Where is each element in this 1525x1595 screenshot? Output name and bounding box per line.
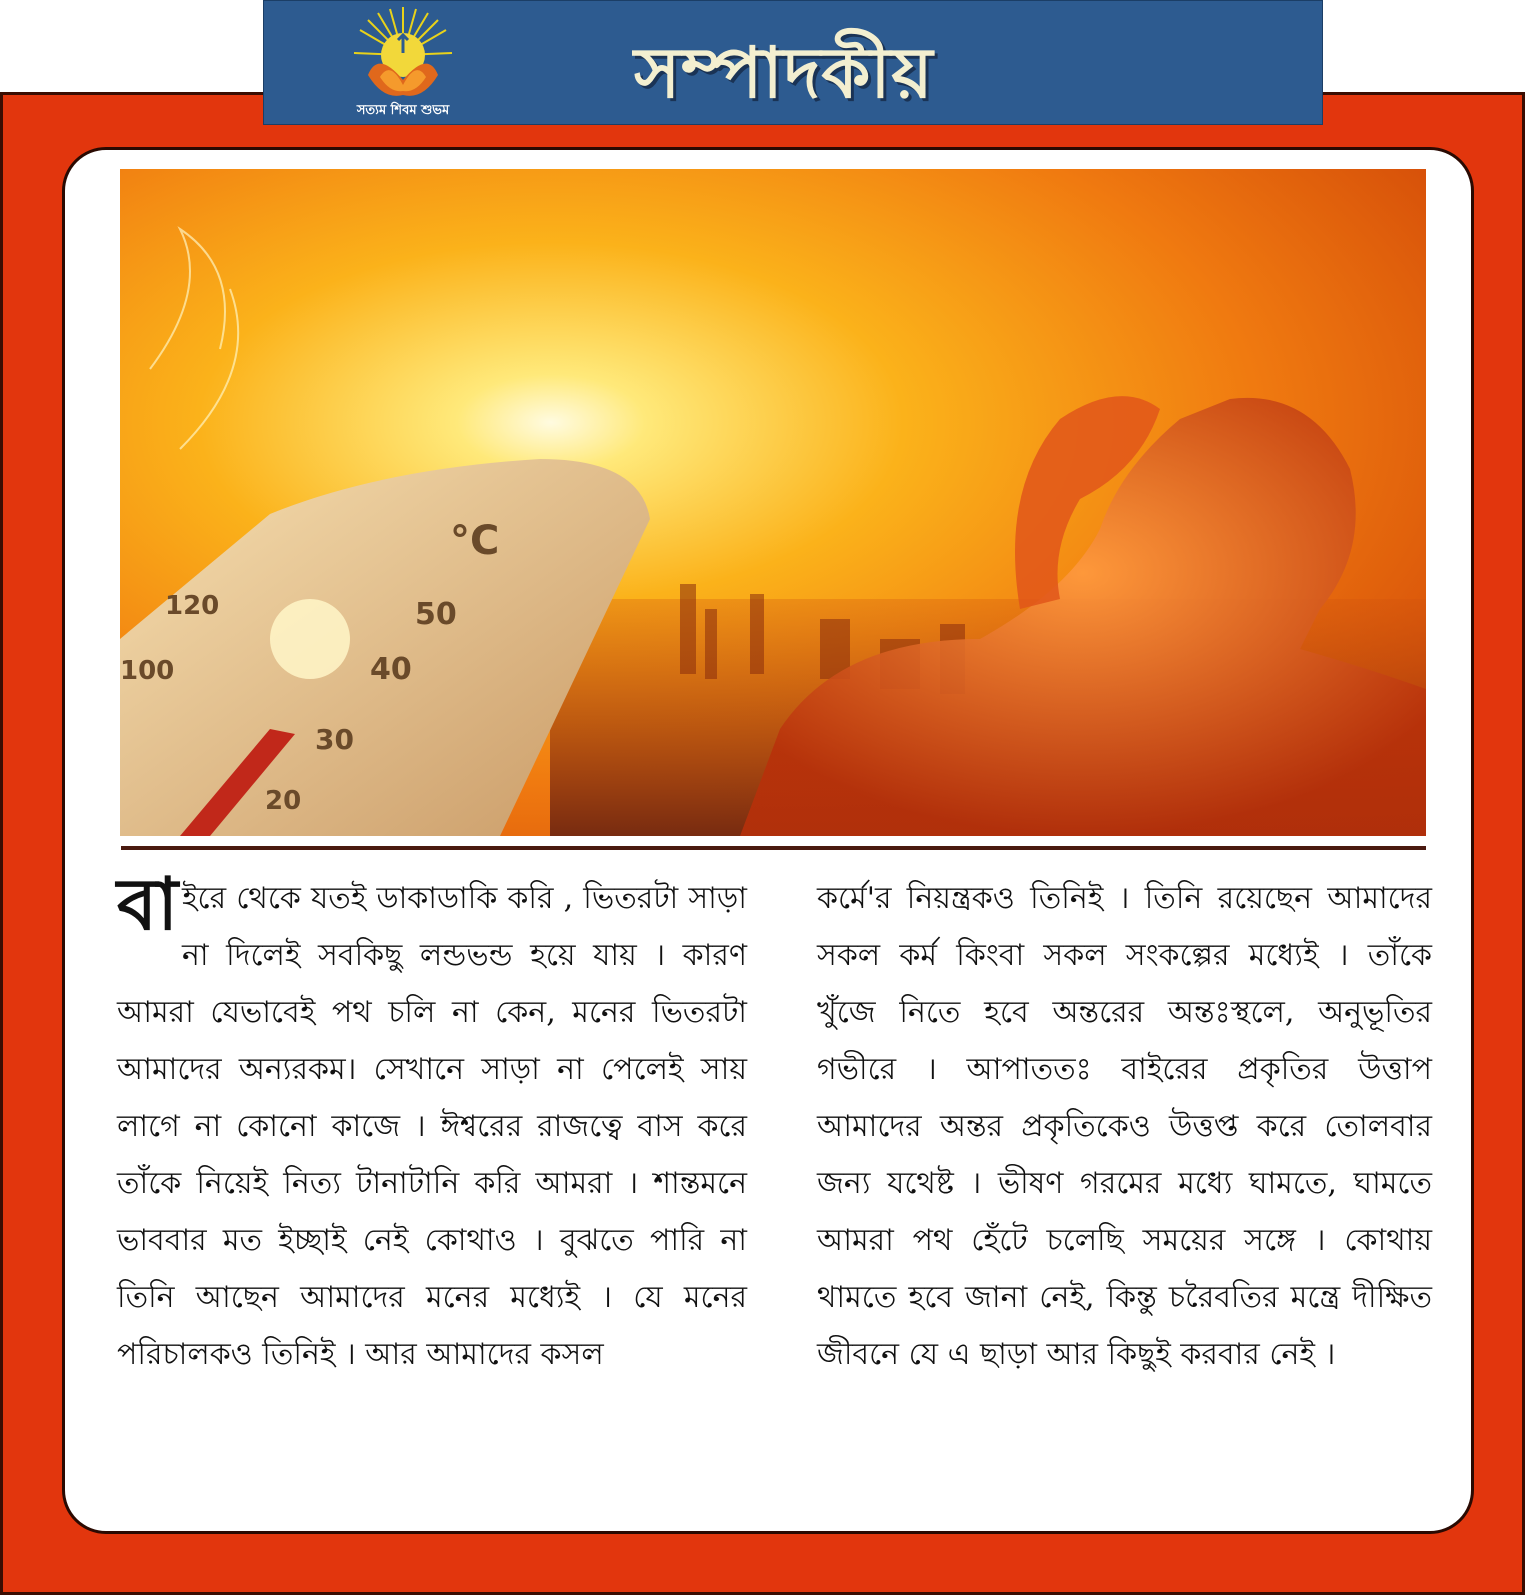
thermometer-100-label: 100 xyxy=(120,656,175,686)
article-column-left xyxy=(117,861,747,1383)
page-title: সম্পাদকীয় xyxy=(634,32,934,114)
thermometer-50-label: 50 xyxy=(415,597,457,632)
header-banner xyxy=(263,0,1323,125)
thermometer-40-label: 40 xyxy=(370,652,412,687)
article-column-right xyxy=(817,870,1432,1383)
thermometer-30-label: 30 xyxy=(315,723,354,756)
divider xyxy=(121,846,1426,850)
heatwave-photo xyxy=(120,169,1426,836)
thermometer-celsius-label: °C xyxy=(450,518,500,564)
article-text-left: ইরে থেকে যতই ডাকাডাকি করি , ভিতরটা সাড়া না দিলেই সবকিছু লন্ডভন্ড হয়ে যায় । কারণ আমরা যেভাবেই পথ চলি না কেন, মনের ভিতরটা আমাদের অন্যরকম। সেখানে সাড়া না পেলেই সায় লাগে না কোনো কাজে । ঈশ্বরের রাজত্বে বাস করে তাঁকে নিয়েই নিত্য টানাটানি করি আমরা । শান্তমনে ভাববার মত ইচ্ছাই নেই কোথাও । বুঝতে পারি না তিনি আছেন আমাদের মনের মধ্যেই । যে মনের পরিচালকও তিনিই । আর আমাদের কসল xyxy=(117,881,747,1372)
lotus-sun-icon xyxy=(348,5,458,105)
logo xyxy=(348,5,458,120)
thermometer-20-label: 20 xyxy=(265,786,302,816)
logo-caption: সত্যম শিবম শুভম xyxy=(356,103,450,118)
drop-cap: বা xyxy=(117,861,178,946)
thermometer-120-label: 120 xyxy=(165,591,220,621)
editorial-panel xyxy=(62,147,1474,1534)
article-text-right: কর্মে'র নিয়ন্ত্রকও তিনিই । তিনি রয়েছেন আমাদের সকল কর্ম কিংবা সকল সংকল্পের মধ্যেই । তাঁকে খুঁজে নিতে হবে অন্তরের অন্তঃস্থলে, অনুভূতির গভীরে । আপাততঃ বাইরের প্রকৃতির উত্তাপ আমাদের অন্তর প্রকৃতিকেও উত্তপ্ত করে তোলবার জন্য যথেষ্ট । ভীষণ গরমের মধ্যে ঘামতে, ঘামতে আমরা পথ হেঁটে চলেছি সময়ের সঙ্গে । কোথায় থামতে হবে জানা নেই, কিন্তু চরৈবতির মন্ত্রে দীক্ষিত জীবনে যে এ ছাড়া আর কিছুই করবার নেই । xyxy=(817,881,1432,1372)
